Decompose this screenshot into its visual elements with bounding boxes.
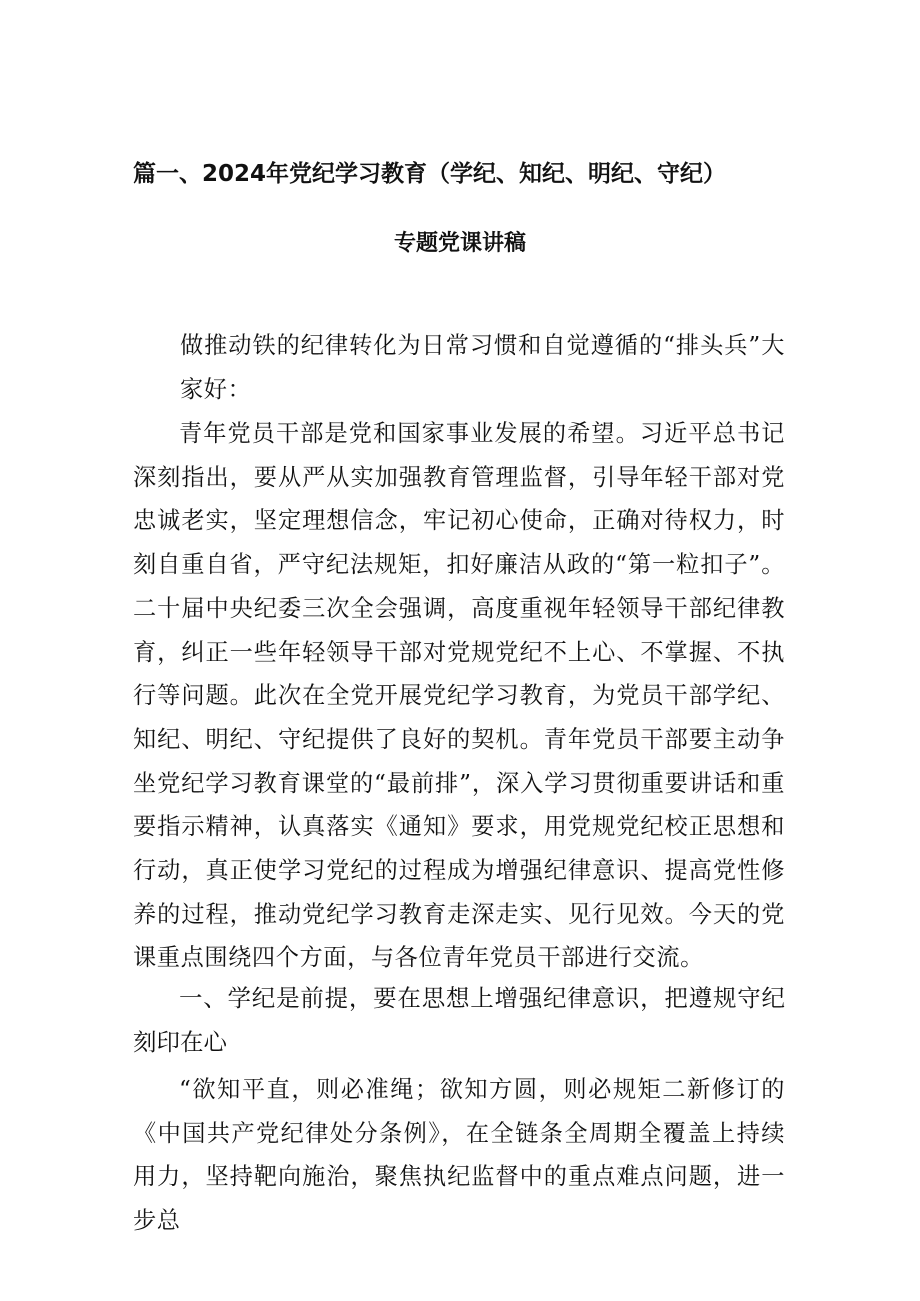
document-title-line-2: 专题党课讲稿 (393, 231, 526, 256)
section-heading-1: 一、学纪是前提，要在思想上增强纪律意识，把遵规守纪刻印在心 (133, 984, 785, 1056)
greeting-paragraph: 做推动铁的纪律转化为日常习惯和自觉遵循的“排头兵”大家好： (180, 332, 785, 403)
document-title-line-1: 篇一、2024年党纪学习教育（学纪、知纪、明纪、守纪） (133, 161, 727, 187)
body-paragraph-2: “欲知平直，则必准绳；欲知方圆，则必规矩二新修订的《中国共产党纪律处分条例》，在全链条全周期全覆盖上持续用力，坚持靶向施治，聚焦执纪监督中的重点难点问题，进一步总 (133, 1076, 785, 1235)
body-paragraph-1: 青年党员干部是党和国家事业发展的希望。习近平总书记深刻指出，要从严从实加强教育管理监督，引导年轻干部对党忠诚老实，坚定理想信念，牢记初心使命，正确对待权力，时刻自重自省，严守纪法规矩，扣好廉洁从政的“第一粒扣子”。二十届中央纪委三次全会强调，高度重视年轻领导干部纪律教育，纠正一些年轻领导干部对党规党纪不上心、不掌握、不执行等问题。此次在全党开展党纪学习教育，为党员干部学纪、知纪、明纪、守纪提供了良好的契机。青年党员干部要主动争坐党纪学习教育课堂的“最前排”，深入学习贯彻重要讲话和重要指示精神，认真落实《通知》要求，用党规党纪校正思想和行动，真正使学习党纪的过程成为增强纪律意识、提高党性修养的过程，推动党纪学习教育走深走实、见行见效。今天的党课重点围绕四个方面，与各位青年党员干部进行交流。 (133, 420, 785, 972)
